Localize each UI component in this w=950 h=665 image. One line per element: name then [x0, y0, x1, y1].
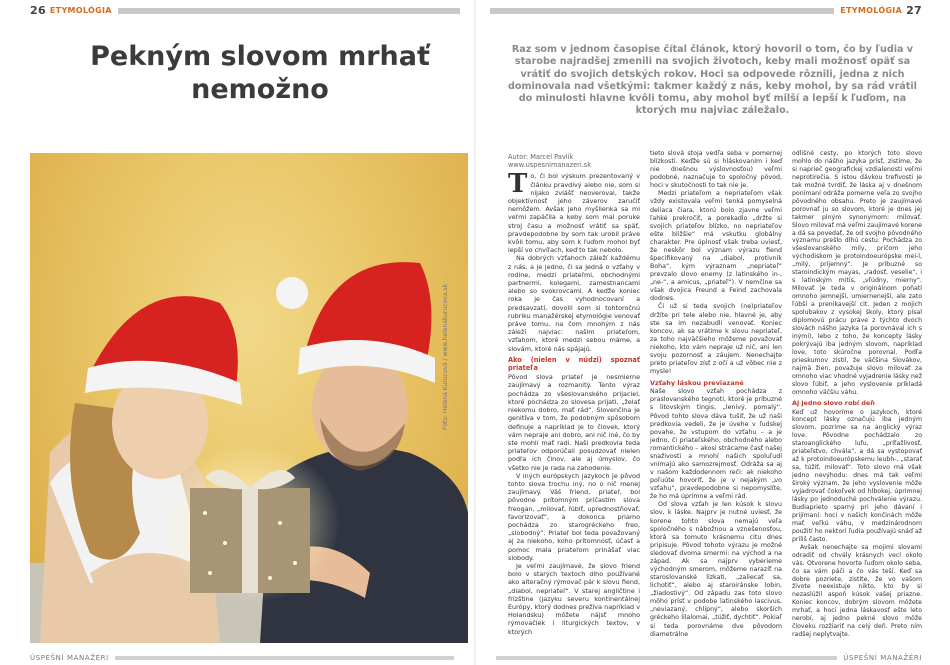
title-line-2: nemožno [191, 74, 329, 105]
paragraph: Na dobrých vzťahoch záleží každému z nás, a je jedno, či sa jedná o vzťahy v rodine, medzi priateľmi, obchodnými partnermi, kolegami, zamestnancami alebo so svokrovcami. A keďže koniec roka je čas vyhodnocovaní a predsavzatí, dovolil som si tohtoročnú rubriku manažérskej etymológie venovať práve tomu, na čom mnohým z nás záleží najviac: našim priateľom, vzťahom, ktoré medzi sebou máme, a slovám, ktoré nás spájajú. [508, 254, 640, 353]
left-page-header [30, 4, 460, 17]
left-page-footer [30, 653, 460, 663]
article-lead: Raz som v jednom časopise čítal článok, ktorý hovoril o tom, čo by ľudia v starobe najradšej zmenili na svojich životoch, keby mali možnosť opäť sa vrátiť do svojich detských rokov. Hoci sa odpovede rôznili, jedna z nich dominovala nad všetkými: takmer každý z nás, keby mohol, by sa rád vrátil do minulosti hlavne kvôli tomu, aby mohol byť milší a lepší k ľuďom, na ktorých mu najviac záležalo. [508, 44, 917, 117]
right-footer-label: ÚSPEŠNÍ MANAŽÉRI [843, 654, 922, 662]
left-footer-bar [115, 656, 454, 660]
left-page-number: 26 [30, 4, 46, 17]
right-page-number: 27 [906, 4, 922, 17]
title-line-1: Pekným slovom mrhať [90, 41, 430, 72]
paragraph: Medzi priateľom a nepriateľom však vždy existovala veľmi tenká pomyselná deliaca čiara, ktorú bolo zjavne veľmi ľahké prekročiť, a porekadlo „držte si svojich priateľov blízko, no nepriateľov ešte bližšie“ má vskutku globálny charakter. Pre úplnosť však treba uviesť, že neskôr bol význam výrazu fiend špecifikovaný na „diabol, protivník Boha“, kým výraznam „nepriateľ“ prevzalo slovo enemy (z latinského in-, „ne-“, a amicus, „priateľ“). V nemčine sa však dvojica Freund a Feind zachovala dodnes. [650, 190, 782, 303]
paragraph: V iných európskych jazykoch je pôvod tohto slova trochu iný, no o nič menej zaujímavý. Váš friend, priateľ, bol pôvodne prítomným príčastím slova freogan, „milovať, ľúbiť, uprednostňovať, favorizovať“, a dokonca priamo pochádza zo starogréckeho freo, „slobodný“. Priateľ bol teda považovaný aj za niekoho, koho prítomnosť, účasť a pomoc mala priateľom prinášať viac slobody. [508, 471, 640, 562]
author-website: www.uspesnimanazeri.sk [508, 161, 592, 170]
paragraph: Či už si teda svojich (ne)priateľov držíte pri tele alebo nie, hlavné je, aby ste sa im nezabudli venovať. Koniec koncov, ak sa vrátime k slovu nepriateľ, za toho najväčšieho môžeme považovať niekoho, kto vám nepraje už nič, ani len svoju pozornosť a záujem. Nenechajte preto priateľov zísť z očí a už vôbec nie z mysle! [650, 303, 782, 376]
left-section-label: ETYMOLÓGIA [49, 6, 112, 15]
author-block [508, 153, 640, 169]
article-title [60, 40, 460, 106]
article-photo [30, 153, 468, 643]
paragraph: Avšak nenechajte sa mojimi slovami odradiť od chvály krásnych vecí okolo vás. Otvorene hovorte ľuďom okolo seba, čo sa vám páči a čo vás teší. Keď sa dobre pozriete, zistíte, že vo vašom živote neexistuje nikto, kto by si nezaslúžil aspoň kúsok vašej priazne. Koniec koncov, dobrým slovom môžete mrhať, a hoci jedna láskavosť ešte leto nerobí, aj jedno pekné slovo môže človeku rozžiariť na celý deň. Preto ním radšej neplytvajte. [792, 543, 922, 639]
right-page-header [490, 4, 922, 17]
photo-illustration [30, 153, 468, 643]
right-page-footer [490, 653, 922, 663]
left-header-bar [118, 8, 460, 14]
right-footer-bar [496, 656, 837, 660]
paragraph: Keď už hovoríme o jazykoch, ktoré koncept lásky označujú iba jedným slovom, pozrime sa na anglický výraz love. Pôvodne pochádzalo zo staroanglického lufu, „príťažlivosť, priateľstvo, chvála“, a dá sa vystopovať až k protoindoeurópskemu leubh-, „starať sa, túžiť, milovať“. Toto slovo má však jedno nevýhodu: dnes má tak veľmi široký význam, že jeho vyslovenie môže vyjadrovať čokoľvek od hlbokej, úprimnej lásky po jednoduché pochválenie výrazu. Budiaprieto sparný pri jeho dávaní i prijímaní: hoci v našich končinách môže mať veľkú váhu, v medzinárodnom použití ho nektorí ľudia používajú snáď až príliš často. [792, 408, 922, 543]
subheading: Ako (nielen v núdzi) spoznať priateľa [508, 355, 640, 373]
text-column-3 [792, 150, 922, 639]
drop-cap: T [508, 169, 528, 200]
right-header-bar [490, 8, 834, 14]
author-name: Autor: Marcel Pavlík [508, 153, 574, 161]
intro-text: o, či bol výskum prezentovaný v článku pravdivý alebo nie, som si nijako zvlášť neoveroval, takže objektívnosť jeho záverov zaručiť nemôžem. Avšak jeho myšlienka sa mi veľmi zapáčila a keby som mal poruke stroj času a možnosť vrátiť sa späť, pravdepodobne by som tak urobil práve kvôli tomu, aby som k ľuďom mohol byť lepší vo chvíľach, keď to tak nebolo. [508, 172, 640, 255]
text-column-2 [650, 150, 782, 639]
left-footer-label: ÚSPEŠNÍ MANAŽÉRI [30, 654, 109, 662]
paragraph: tieto slová stoja vedľa seba v pomernej blízkosti. Keďže sú si hláskovaním i keď nie dnešnou výslovnosťou) veľmi podobné, naznačuje to spoločný pôvod, hoci v skutočnosti to tak nie je. [650, 150, 782, 190]
subheading: Aj jedno slovo robí deň [792, 398, 875, 407]
paragraph: Od slova vzťah je len kúsok k slovu slov, k láske. Najprv je nutné uviesť, že korene tohto slova nemajú veľa spoločného s nábožnou a vznešenosťou, ktorá sa tomuto krásnemu citu dnes pripisuje. Pôvod tohoto výrazu je možné sledovať dvoma smermi: na východ a na západ. Ak sa najprv vyberieme východným smerom, môžeme narazíť na staroslovanské lizkati, „zaliecať sa, lichotiť“, alebo aj staroiránske lobin, „žiadostivý“. Od západu zas toto slovo môho prísť v podobe latinského lascivus, „neviazaný, chlipný“, alebo skorších gréckeho lilalomai, „túžiť, dychtiť“. Pokiaľ si teda porovnáme dve pôvodom diametrálne [650, 501, 782, 638]
subheading: Vzťahy láskou previazané [650, 379, 744, 388]
paragraph: odlišné cesty, po ktorých toto slovo mohlo do nášho jazyka prísť, zistíme, že si naprieč geografickej vzdialenosti veľmi neprotirečia. S istou dávkou trefivosti je tak možné tvrdiť, že láska aj v dnešnom ponímaní odráža pomerne veľa zo svojho pôvodného obsahu. Preto je zaujímavé porovnať ju so slovom, ktoré je dnes jej takmer plným synonymom: milovať. Slovo milovať má veľmi zaujímavé korene a dá sa povedať, že od svojho pôvodného významu prešlo dlhú cestu. Pochádza zo všeslovanského mily, pričom jeho východiskom je protoindoeurópske mei-l, „milý, príjemný“. Je príbuzné so staroindickým mayas, „radosť, veselie“, i s latinským mitis, „vľúdny, mierny“. Milovať je teda v originálnom poňatí omnoho jemnejší, umiernenejší, ale zato ľúbší a prenikavejší cit. Jeden z mojich spolubakov z vysokej školy, ktorý písal diplomovú prácu práve z týchto dvoch slovách nášho jazyka (a porovnával ich s inými), lebo z toho, že koncepty lásky pokrývajú iba jedným slovom, napríklad love, toto skúročne porovnal. Podľa prieskumov zistil, že väčšina Slovákov, najmä žien, považuje slovo milovať za omnoho viac vhodné vyjadrenie lásky než slovo ľúbiť, a jeho vyslovenie príkladá omnoho väčšiu váhu. [792, 150, 922, 396]
paragraph: Pôvod slova priateľ je nesmierne zaujímavý a rozmanitý. Tento výraz pochádza zo všeslovanského prijaciel, ktoré pochádza zo slovesa prijati, „želať niekomu dobro, mať rád“. Slovenčina je genitíva v tom, že podobným spôsobom definuje a napríklad je to človek, ktorý vám nepraje ani dobro, ani nič iné, čo by ste mohli mať radi. Naši predkovia teda priateľov odporúčali posudzovať nielen podľa ich činov, ale aj úmyslov, čo všetko nie je rada na zahodenie. [508, 373, 640, 472]
right-section-label: ETYMOLÓGIA [840, 6, 903, 15]
paragraph: Je veľmi zaujímavé, že slovo friend bolo v starých textoch dlho používané ako alteračný rýmovač pár k slovu fiend, „diabol, nepriateľ“. V starej angličtine i frízštine (jazyku severu kontinentálnej Európy, ktorý dodnes prežíva napríklad v Holandsku) môžete nájsť mnoho rýmovačiek i liturgických textov, v ktorých [508, 561, 640, 636]
paragraph: Naše slovo vzťah pochádza z praslovanského tegnoti, ktoré je príbuzné s litovským tingis, „lenivý, pomalý“. Pôvod tohto slova dáva tušiť, že už naši predkovia vedeli, že je úvehe v ľudskej povahe, že vstupom do vzťahu – a je jedno, či priateľského, obchodného alebo romantického – akosi strácame časť našej snaživosti a mnohí našich spoluľudí vnímajú ako samozrejmosť. Odráža sa aj v našom každodennom reči: ak niekoho poľuúte hovoríť, že je v nejakým „vo vzťahu“, pravdepodobne si nepomyslíte, že ho má úprimne a veľmi rád. [650, 388, 782, 501]
page-gutter [474, 0, 476, 665]
text-column-1 [508, 153, 640, 636]
intro-paragraph [508, 169, 640, 255]
photo-credit: Foto: Helena Kurucová / www.helenakurucova.sk [442, 283, 449, 430]
